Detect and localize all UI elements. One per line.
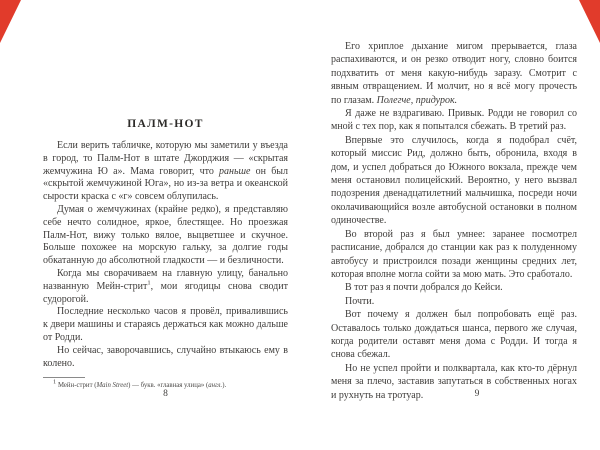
paragraph — [43, 140, 288, 204]
paragraph — [43, 306, 288, 344]
chapter-title: ПАЛМ-НОТ — [127, 118, 204, 130]
text-segment: , мои ягодицы снова сводит судорогой. — [43, 280, 288, 305]
text-segment: ) — букв. «главная улица» ( — [128, 382, 209, 390]
text-segment: Впервые это случилось, когда я подобрал счёт, который миссис Рид, должно быть, обронила, входя в дом, и успел добраться до Южного вокзала, прежде чем меня остановил полицейский. Вероятно, у него вызвал подозрения двенадцатилетний мальчишка, посреди ночи околачивающийся возле автобусной остановки в полном одиночестве. — [331, 134, 577, 227]
right-page-body-text — [331, 40, 577, 402]
paragraph — [331, 134, 577, 228]
paragraph — [331, 40, 577, 107]
paragraph — [331, 308, 577, 362]
text-segment: Вот почему я должен был попробовать ещё раз. Оставалось только дождаться шанса, первого же случая, когда родители оставят меня дома с Родди. И тогда я снова сбежал. — [331, 309, 577, 361]
footnote-marker: 1 — [147, 279, 151, 287]
text-segment: В тот раз я почти добрался до Кейси. — [345, 282, 503, 294]
footnote-marker: 1 — [53, 379, 57, 387]
text-segment: Почти. — [345, 295, 375, 307]
paragraph — [43, 204, 288, 268]
text-segment: англ. — [208, 382, 223, 390]
text-segment: Но не успел пройти и полквартала, как кто-то дёрнул меня за плечо, заставив запутаться в собственных ногах и рухнуть на тротуар. — [331, 362, 577, 401]
footnote-divider — [43, 377, 85, 378]
book-page-right — [331, 40, 577, 402]
text-segment: Последние несколько часов я провёл, привалившись к двери машины и стараясь держаться как можно дальше от Родди. — [43, 306, 288, 343]
text-segment: Если верить табличке, которую мы заметили у въезда в город, то Палм-Нот в штате Джорджия — «скрытая жемчужина Ю а». Мама говорит, что — [43, 140, 288, 177]
red-corner-triangle-right-icon — [579, 0, 600, 43]
text-segment: раньше — [219, 165, 251, 177]
text-segment: Main Street — [96, 382, 129, 390]
text-segment: Когда мы сворачиваем на главную улицу, банально названную Мейн-стрит — [43, 267, 288, 292]
text-segment: Но сейчас, заворочавшись, случайно втыкаюсь ему в колено. — [43, 344, 288, 369]
paragraph — [331, 107, 577, 134]
paragraph — [43, 345, 288, 371]
text-segment: Я даже не вздрагиваю. Привык. Родди не говорил со мной с тех пор, как я попытался сбежать. В третий раз. — [331, 108, 577, 133]
paragraph — [331, 295, 577, 308]
paragraph — [331, 228, 577, 282]
left-page-body-text — [43, 140, 288, 370]
text-segment: Полегче, придурок. — [376, 94, 458, 106]
text-segment: Думая о жемчужинах (крайне редко), я представляю себе нечто солидное, яркое, блестящее. Но проезжая Палм-Нот, вижу только вялое, выцветшее и скучное. Больше похожее на морскую гальку, за долгие годы обкатанную до абсолютной гладкости — и безличности. — [43, 203, 288, 267]
text-segment: Во второй раз я был умнее: заранее посмотрел расписание, добрался до станции как раз к полуденному автобусу и пристроился позади женщины средних лет, которая вполне могла сойти за мою мать. Это сработало. — [331, 228, 577, 280]
text-segment: он был «скрытой жемчужиной Юга», но из-за ветра и океанской сырости краска с «г» совсем облупилась. — [43, 165, 288, 203]
paragraph — [43, 268, 288, 306]
text-segment: Его хриплое дыхание мигом прерывается, глаза распахиваются, и он резко отводит ногу, словно боится подхватить от меня какую-нибудь заразу. Смотрит с явным отвращением. И молчит, но я всё могу прочесть по глазам. — [331, 41, 577, 106]
red-corner-triangle-left-icon — [0, 0, 21, 43]
book-page-left — [43, 118, 288, 391]
text-segment: ). — [222, 382, 227, 390]
page-number-right: 9 — [474, 389, 480, 399]
page-number-left: 8 — [163, 389, 168, 399]
paragraph — [331, 281, 577, 294]
text-segment: Мейн-стрит ( — [56, 382, 97, 390]
